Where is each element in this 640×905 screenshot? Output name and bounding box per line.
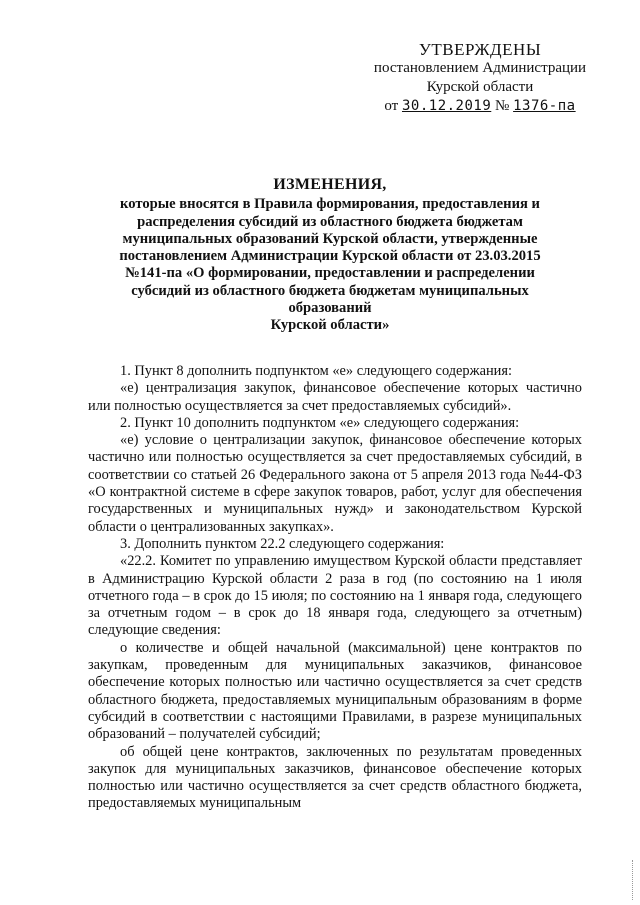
approval-dateline [360, 97, 600, 116]
approval-stamp [360, 40, 600, 116]
approval-line-1: постановлением Администрации [373, 60, 587, 76]
document-body [88, 363, 582, 813]
title-heading: ИЗМЕНЕНИЯ, [273, 176, 387, 193]
paragraph: о количестве и общей начальной (максимальной) цене контрактов по закупкам, проведенным для муниципальных заказчиков, финансовое обеспечение которых полностью или частично осуществляется за счет средств областного бюджета, предоставляемых муниципальным образованиям в форме субсидий в соответствии с настоящими Правилами, в разрезе муниципальных образований – получателей субсидий; [88, 639, 582, 743]
title-subtitle: которые вносятся в Правила формирования, предоставления и распределения субсидий из областного бюджета бюджетам муниципальных образований Курской области, утвержденные постановлением Администрации Курской области от 23.03.2015 №141-па «О формировании, предоставлении и распределении субсидий из областного бюджета бюджетам муниципальных образований [119, 196, 541, 317]
approval-line-2: Курской области [426, 79, 534, 95]
paragraph: «е) централизация закупок, финансовое обеспечение которых частично или полностью осуществляется за счет предоставляемых субсидий». [88, 380, 582, 414]
paragraph: «е) условие о централизации закупок, финансовое обеспечение которых частично или полностью осуществляется за счет предоставляемых субсидий, в соответствии со статьей 26 Федерального закона от 5 апреля 2013 года №44-ФЗ «О контрактной системе в сфере закупок товаров, работ, услуг для обеспечения государственных и муниципальных нужд» и законодательством Курской области о централизованных закупках». [88, 432, 582, 535]
approval-date: 30.12.2019 [401, 98, 492, 114]
title-subtitle-last: Курской области» [270, 317, 390, 334]
paragraph: 1. Пункт 8 дополнить подпунктом «е» следующего содержания: [120, 363, 512, 379]
document-title [115, 176, 545, 335]
number-prefix: № [495, 98, 510, 114]
scan-edge-mark [632, 860, 636, 900]
paragraph: «22.2. Комитет по управлению имуществом Курской области представляет в Администрацию Курской области 2 раза в год (по состоянию на 1 июля отчетного года – в срок до 15 июля; по состоянию на 1 января года, следующего за отчетным годом – в срок до 18 января года, следующего за отчетным) следующие сведения: [88, 553, 582, 639]
paragraph: об общей цене контрактов, заключенных по результатам проведенных закупок для муниципальных заказчиков, финансовое обеспечение которых полностью или частично осуществляется за счет средств областного бюджета, предоставляемых муниципальным [88, 743, 582, 812]
date-prefix: от [384, 98, 399, 114]
paragraph: 3. Дополнить пунктом 22.2 следующего содержания: [120, 535, 445, 552]
approval-number: 1376-па [513, 98, 576, 114]
paragraph: 2. Пункт 10 дополнить подпунктом «е» следующего содержания: [120, 414, 520, 431]
approval-heading: УТВЕРЖДЕНЫ [418, 40, 542, 59]
